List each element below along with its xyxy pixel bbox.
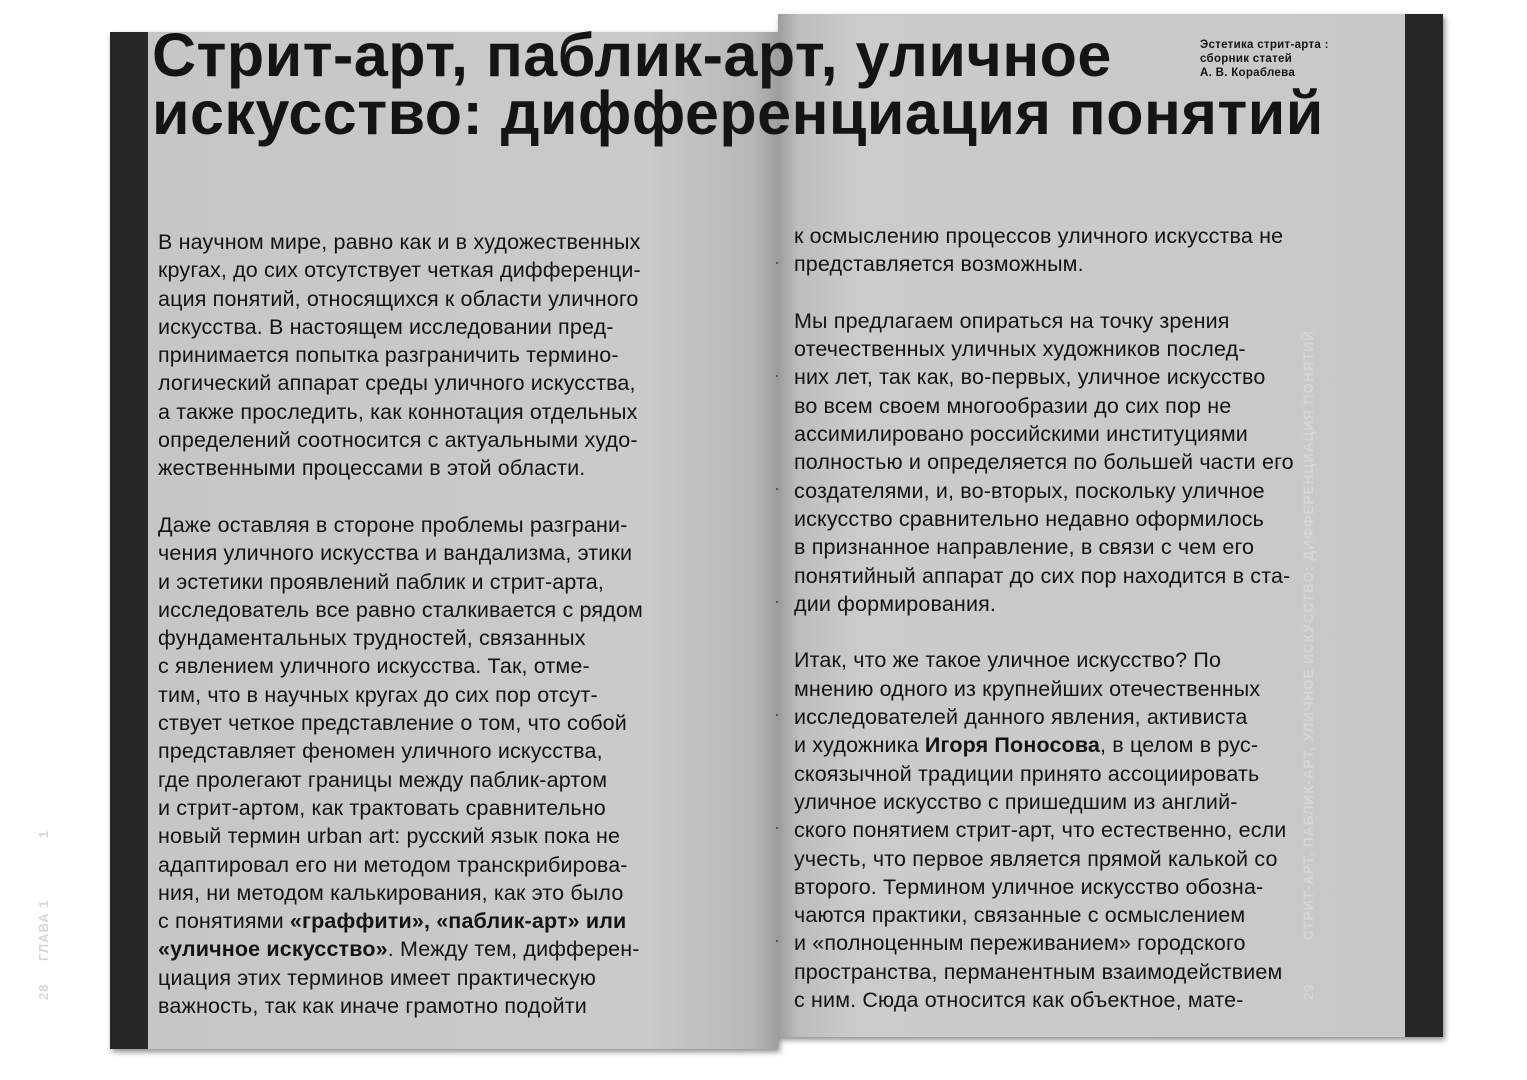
- bold-name: Игоря Поносова: [924, 733, 1101, 758]
- text-line: ния, ни методом калькирования, как это было: [158, 880, 624, 905]
- text-line: в признанное направление, в связи с чем его: [794, 535, 1255, 560]
- chapter-number: 1: [36, 829, 51, 838]
- text-line: новый термин urban art: русский язык пока не: [158, 824, 621, 849]
- right-column: [794, 222, 1294, 1043]
- gutter-tick: [776, 940, 778, 942]
- meta-line: А. В. Кораблева: [1200, 67, 1296, 79]
- text-line: и эстетики проявлений паблик и стрит-арта,: [158, 569, 605, 594]
- right-page-number: 29: [1301, 983, 1316, 1000]
- text-line: а также проследить, как коннотация отдельных: [158, 399, 638, 424]
- text-line: логический аппарат среды уличного искусства,: [158, 371, 636, 396]
- paragraph: [794, 222, 1294, 279]
- text-line: представляется возможным.: [794, 252, 1084, 277]
- text-line: искусство сравнительно недавно оформилось: [794, 506, 1265, 531]
- gutter-tick: [776, 262, 778, 264]
- text-line: них лет, так как, во-первых, уличное искусство: [794, 365, 1266, 390]
- text-line: фундаментальных трудностей, связанных: [158, 626, 586, 651]
- text-line: создателями, и, во-вторых, поскольку уличное: [794, 478, 1265, 503]
- text-line: второго. Термином уличное искусство обозна-: [794, 874, 1264, 899]
- text-line: [794, 731, 1294, 759]
- gutter-tick: [776, 488, 778, 490]
- right-edge-strip: [1405, 14, 1443, 1037]
- text-line: ствует четкое представление о том, что собой: [158, 711, 627, 736]
- text-line: ассимилировано российскими институциями: [794, 422, 1248, 447]
- text-line: с ним. Сюда относится как объектное, мате-: [794, 988, 1244, 1013]
- text-line: учесть, что первое является прямой калькой со: [794, 846, 1278, 871]
- text-line: тим, что в научных кругах до сих пор отсут-: [158, 682, 598, 707]
- title-line: искусство: дифференциация понятий: [152, 79, 1324, 147]
- text-line: дии формирования.: [794, 591, 997, 616]
- left-column: [158, 228, 643, 1049]
- text-line: жественными процессами в этой области.: [158, 456, 586, 481]
- text-line: Мы предлагаем опираться на точку зрения: [794, 308, 1230, 333]
- text-line: пространства, перманентным взаимодействием: [794, 959, 1283, 984]
- chapter-label: ГЛАВА 1: [36, 899, 51, 961]
- text-line: исследователь все равно сталкивается с рядом: [158, 597, 643, 622]
- text-line: где пролегают границы между паблик-артом: [158, 767, 608, 792]
- text-run: и художника: [794, 733, 925, 758]
- text-line: исследователей данного явления, активиста: [794, 705, 1248, 730]
- text-run: , в целом в рус-: [1100, 733, 1259, 758]
- bold-term: «граффити», «паблик-арт» или: [289, 909, 627, 934]
- meta-line: Эстетика стрит-арта :: [1200, 39, 1329, 51]
- text-line: чаются практики, связанные с осмыслением: [794, 903, 1246, 928]
- book-meta: [1200, 38, 1329, 80]
- running-head: СТРИТ-АРТ, ПАБЛИК-АРТ, УЛИЧНОЕ ИСКУССТВО: ДИФФЕРЕНЦИАЦИЯ ПОНЯТИЙ: [1301, 330, 1316, 940]
- text-line: кругах, до сих отсутствует четкая дифференци-: [158, 258, 641, 283]
- meta-line: сборник статей: [1200, 53, 1293, 65]
- text-run: с понятиями: [158, 909, 290, 934]
- gutter-tick: [776, 601, 778, 603]
- gutter-tick: [776, 827, 778, 829]
- text-line: циация этих терминов имеет практическую: [158, 965, 596, 990]
- text-line: и стрит-артом, как трактовать сравнительно: [158, 795, 606, 820]
- text-line: с явлением уличного искусства. Так, отме-: [158, 654, 590, 679]
- text-line: определений соотносится с актуальными худо-: [158, 428, 638, 453]
- text-line: полностью и определяется по большей части его: [794, 450, 1294, 475]
- text-line: во всем своем многообразии до сих пор не: [794, 393, 1232, 418]
- title-line: Стрит-арт, паблик-арт, уличное: [152, 21, 1112, 89]
- text-line: к осмыслению процессов уличного искусства не: [794, 224, 1284, 248]
- text-line: представляет феномен уличного искусства,: [158, 739, 603, 764]
- left-page-number: 28: [36, 983, 51, 1000]
- article-title: [152, 21, 1324, 147]
- paragraph: [794, 646, 1294, 1014]
- text-line: В научном мире, равно как и в художественных: [158, 230, 641, 254]
- gutter-tick: [776, 714, 778, 716]
- text-line: уличное искусство с пришедшим из англий-: [794, 789, 1238, 814]
- text-line: Итак, что же такое уличное искусство? По: [794, 648, 1222, 673]
- text-line: и «полноценным переживанием» городского: [794, 931, 1246, 956]
- text-run: . Между тем, дифферен-: [387, 937, 640, 962]
- text-line: важность, так как иначе грамотно подойти: [158, 994, 587, 1019]
- paragraph: [158, 511, 643, 1020]
- paragraph: [794, 307, 1294, 618]
- text-line: принимается попытка разграничить термино-: [158, 343, 619, 368]
- left-edge-strip: [110, 32, 148, 1049]
- text-line: искусства. В настоящем исследовании пред-: [158, 314, 614, 339]
- text-line: отечественных уличных художников послед-: [794, 337, 1246, 362]
- text-line: [158, 907, 643, 935]
- text-line: понятийный аппарат до сих пор находится в ста-: [794, 563, 1291, 588]
- gutter-tick: [776, 375, 778, 377]
- text-line: скоязычной традиции принято ассоциировать: [794, 761, 1260, 786]
- paragraph: [158, 228, 643, 483]
- text-line: ского понятием стрит-арт, что естественно, если: [794, 818, 1287, 843]
- bold-term: «уличное искусство»: [158, 937, 388, 962]
- text-line: адаптировал его ни методом транскрибирова-: [158, 852, 628, 877]
- text-line: [158, 935, 643, 963]
- text-line: мнению одного из крупнейших отечественных: [794, 676, 1261, 701]
- text-line: Даже оставляя в стороне проблемы разграни-: [158, 512, 628, 537]
- text-line: ация понятий, относящихся к области уличного: [158, 286, 639, 311]
- text-line: чения уличного искусства и вандализма, этики: [158, 541, 633, 566]
